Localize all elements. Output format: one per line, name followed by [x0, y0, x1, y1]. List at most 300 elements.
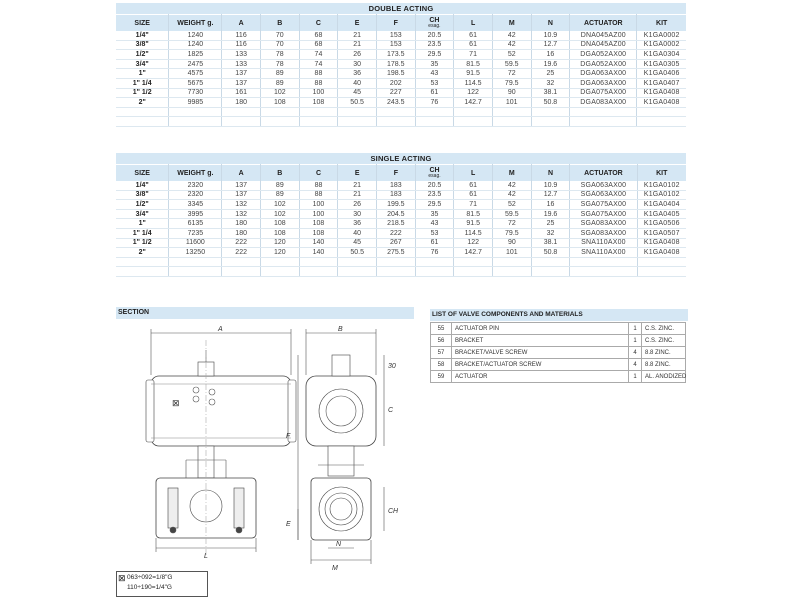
table-cell: K1GA0102	[637, 181, 686, 190]
table-cell: 29.5	[415, 50, 454, 60]
table-cell: 35	[415, 59, 454, 69]
table-cell: 38.1	[531, 88, 570, 98]
table-cell: 1240	[169, 40, 222, 50]
label-e: E	[286, 521, 291, 528]
column-header: N	[531, 165, 570, 182]
table-cell: 30	[338, 59, 377, 69]
table-cell: 1" 1/4	[116, 78, 169, 88]
table-cell: 102	[260, 88, 299, 98]
table-cell	[531, 267, 570, 277]
table-cell: 26	[338, 50, 377, 60]
table-cell: 101	[493, 248, 532, 258]
table-cell: K1GA0305	[637, 59, 686, 69]
table-cell: 61	[454, 190, 493, 200]
table-cell	[492, 107, 531, 117]
table-cell: 137	[222, 190, 261, 200]
table-cell: 1" 1/2	[116, 238, 169, 248]
table-cell: 1" 1/4	[116, 228, 169, 238]
table-cell: 2"	[116, 98, 169, 108]
table-cell: 78	[260, 59, 299, 69]
table-cell: 2320	[169, 190, 222, 200]
table-cell: 1825	[169, 50, 222, 60]
column-header-label: CH	[429, 167, 440, 174]
table-cell	[570, 107, 637, 117]
component-cell: 58	[431, 359, 452, 371]
label-ch: CH	[388, 508, 399, 515]
component-cell: AL. ANODIZED	[642, 371, 686, 383]
table-cell: 76	[415, 248, 454, 258]
component-cell: 8.8 ZINC.	[642, 359, 686, 371]
component-cell: C.S. ZINC.	[642, 323, 686, 335]
table-cell: 71	[454, 50, 493, 60]
single-acting-body	[116, 181, 686, 276]
table-cell: 72	[492, 69, 531, 79]
table-cell: SNA110AX00	[570, 238, 637, 248]
label-m: M	[332, 565, 338, 570]
column-header: ACTUATOR	[570, 15, 637, 32]
table-cell: 1" 1/2	[116, 88, 169, 98]
label-f: F	[286, 433, 291, 440]
column-header: ACTUATOR	[570, 165, 637, 182]
empty-row	[116, 117, 686, 127]
table-cell	[116, 107, 169, 117]
column-header: L	[454, 15, 493, 32]
table-cell: 43	[415, 219, 454, 229]
table-cell	[637, 257, 686, 267]
empty-row	[116, 107, 686, 117]
table-cell: 21	[338, 40, 377, 50]
single-acting-table	[116, 153, 686, 277]
table-row	[116, 78, 686, 88]
table-cell: 36	[338, 69, 377, 79]
table-cell: 267	[377, 238, 416, 248]
table-cell	[299, 267, 338, 277]
table-cell: 142.7	[454, 248, 493, 258]
table-cell: 204.5	[377, 209, 416, 219]
table-cell: 100	[299, 88, 338, 98]
component-cell: 4	[629, 347, 642, 359]
table-cell	[376, 107, 415, 117]
table-cell: 19.6	[531, 59, 570, 69]
components-title: LIST OF VALVE COMPONENTS AND MATERIALS	[430, 309, 688, 321]
actuator-left-cap	[146, 380, 154, 442]
table-cell: 133	[222, 50, 261, 60]
table-cell: 1/4"	[116, 31, 169, 40]
table-cell: 78	[260, 50, 299, 60]
table-cell: 116	[222, 31, 261, 40]
table-cell: 3/4"	[116, 59, 169, 69]
column-header: A	[222, 165, 261, 182]
label-l: L	[204, 553, 208, 560]
table-cell: 21	[338, 31, 377, 40]
table-cell: SGA075AX00	[570, 209, 637, 219]
table-cell: K1GA0407	[637, 78, 686, 88]
table-cell: DGA075AX00	[570, 88, 637, 98]
table-cell	[415, 267, 454, 277]
table-row	[116, 248, 686, 258]
table-cell: 114.5	[454, 228, 493, 238]
label-n: N	[336, 541, 342, 548]
table-cell	[299, 107, 338, 117]
table-cell: 30	[338, 209, 377, 219]
table-cell: 180	[222, 98, 261, 108]
table-cell	[492, 117, 531, 127]
table-row	[116, 238, 686, 248]
table-row	[116, 190, 686, 200]
table-cell: 20.5	[415, 31, 454, 40]
table-cell	[338, 267, 377, 277]
double-acting-header-row	[116, 15, 686, 32]
table-cell: 72	[493, 219, 532, 229]
table-cell: 42	[492, 40, 531, 50]
table-cell: 2475	[169, 59, 222, 69]
column-header: C	[299, 165, 338, 182]
table-cell: 89	[260, 190, 299, 200]
table-cell: 36	[338, 219, 377, 229]
table-cell: 23.5	[415, 40, 454, 50]
table-cell: 108	[299, 228, 338, 238]
component-cell: 59	[431, 371, 452, 383]
table-cell: 61	[415, 88, 454, 98]
table-cell: 71	[454, 200, 493, 210]
table-cell	[454, 107, 493, 117]
table-cell	[531, 257, 570, 267]
table-cell: 10.9	[531, 31, 570, 40]
component-row	[431, 323, 686, 335]
table-cell: SGA075AX00	[570, 200, 637, 210]
column-header: B	[260, 15, 299, 32]
table-cell: DGA052AX00	[570, 50, 637, 60]
component-cell: BRACKET/ACTUATOR SCREW	[452, 359, 629, 371]
table-cell: 199.5	[377, 200, 416, 210]
column-header	[415, 15, 454, 32]
table-cell	[493, 257, 532, 267]
table-cell: 120	[260, 238, 299, 248]
column-header: KIT	[637, 15, 686, 32]
column-header: F	[377, 165, 416, 182]
table-row	[116, 59, 686, 69]
table-cell: SGA063AX00	[570, 181, 637, 190]
table-row	[116, 209, 686, 219]
label-b: B	[338, 326, 343, 333]
component-row	[431, 359, 686, 371]
column-header: C	[299, 15, 338, 32]
table-cell: 5675	[169, 78, 222, 88]
single-acting-title: SINGLE ACTING	[116, 153, 686, 165]
component-cell: 57	[431, 347, 452, 359]
table-cell: 137	[222, 181, 261, 190]
column-header: WEIGHT g.	[169, 165, 222, 182]
table-cell: 50.5	[338, 98, 377, 108]
table-cell: 3/8"	[116, 190, 169, 200]
table-cell: SGA083AX00	[570, 228, 637, 238]
table-cell	[454, 257, 493, 267]
table-cell	[531, 117, 570, 127]
table-cell: 137	[222, 78, 261, 88]
port-symbol-icon: ⊠	[118, 573, 126, 583]
table-cell: K1GA0408	[637, 238, 686, 248]
table-cell	[377, 257, 416, 267]
label-30: 30	[388, 363, 396, 370]
table-cell: 61	[454, 181, 493, 190]
table-cell: 53	[415, 228, 454, 238]
table-cell: DNA045AZ00	[570, 40, 637, 50]
table-cell: 50.8	[531, 98, 570, 108]
table-cell: 90	[492, 88, 531, 98]
table-cell: 7235	[169, 228, 222, 238]
table-cell: 45	[338, 88, 377, 98]
table-cell: 25	[531, 219, 570, 229]
table-cell	[415, 107, 454, 117]
component-cell: 1	[629, 335, 642, 347]
table-cell: 1240	[169, 31, 222, 40]
column-header: M	[493, 165, 532, 182]
table-cell: 1"	[116, 219, 169, 229]
table-cell: 53	[415, 78, 454, 88]
table-cell: 3345	[169, 200, 222, 210]
table-cell	[222, 117, 261, 127]
table-cell: 91.5	[454, 219, 493, 229]
legend-line-1: 063÷092=1/8"G	[127, 574, 173, 581]
table-cell: 61	[415, 238, 454, 248]
table-cell: DGA052AX00	[570, 59, 637, 69]
table-cell	[637, 267, 686, 277]
table-cell: 180	[222, 219, 261, 229]
table-cell: SGA083AX00	[570, 219, 637, 229]
empty-row	[116, 267, 686, 277]
table-cell: 12.7	[531, 190, 570, 200]
table-cell	[570, 117, 637, 127]
table-cell	[570, 257, 637, 267]
table-cell	[531, 107, 570, 117]
table-cell: 76	[415, 98, 454, 108]
table-cell: 202	[376, 78, 415, 88]
thread-legend	[116, 571, 208, 597]
table-row	[116, 40, 686, 50]
table-cell: 132	[222, 200, 261, 210]
double-acting-table	[116, 3, 686, 127]
double-acting-title: DOUBLE ACTING	[116, 3, 686, 15]
table-cell: 183	[377, 181, 416, 190]
table-cell: K1GA0408	[637, 248, 686, 258]
table-cell: 89	[260, 181, 299, 190]
table-cell	[260, 267, 299, 277]
table-cell: 9985	[169, 98, 222, 108]
table-cell	[637, 107, 686, 117]
table-cell: 42	[493, 190, 532, 200]
table-row	[116, 88, 686, 98]
column-header: N	[531, 15, 570, 32]
column-header: KIT	[637, 165, 686, 182]
table-cell: 173.5	[376, 50, 415, 60]
table-cell: 52	[492, 50, 531, 60]
table-cell: 108	[299, 219, 338, 229]
column-header: SIZE	[116, 15, 169, 32]
table-cell: 45	[338, 238, 377, 248]
table-cell: 21	[338, 181, 377, 190]
table-cell: 32	[531, 228, 570, 238]
table-cell: 43	[415, 69, 454, 79]
table-cell	[570, 267, 637, 277]
table-cell: 29.5	[415, 200, 454, 210]
table-cell: 222	[222, 248, 261, 258]
table-cell	[415, 117, 454, 127]
actuator-body	[151, 376, 291, 446]
component-cell: BRACKET	[452, 335, 629, 347]
table-cell: 10.9	[531, 181, 570, 190]
table-cell: 178.5	[376, 59, 415, 69]
column-header: E	[338, 165, 377, 182]
table-cell: 68	[299, 40, 338, 50]
table-cell: K1GA0404	[637, 200, 686, 210]
empty-row	[116, 257, 686, 267]
table-cell	[222, 107, 261, 117]
table-cell: 114.5	[454, 78, 493, 88]
table-cell	[637, 117, 686, 127]
table-cell: 243.5	[376, 98, 415, 108]
table-cell: 74	[299, 59, 338, 69]
table-cell: 227	[376, 88, 415, 98]
table-cell: 50.8	[531, 248, 570, 258]
table-cell: 89	[260, 69, 299, 79]
table-row	[116, 200, 686, 210]
table-cell	[454, 267, 493, 277]
table-cell: 3/8"	[116, 40, 169, 50]
table-cell: 25	[531, 69, 570, 79]
table-row	[116, 219, 686, 229]
table-cell: 222	[222, 238, 261, 248]
table-cell	[415, 257, 454, 267]
column-header	[415, 165, 454, 182]
table-cell	[338, 117, 377, 127]
table-cell: 122	[454, 88, 493, 98]
table-cell	[260, 117, 299, 127]
section-drawing	[116, 320, 416, 570]
table-cell: 70	[260, 40, 299, 50]
table-cell: K1GA0002	[637, 31, 686, 40]
table-cell: 68	[299, 31, 338, 40]
column-header: F	[376, 15, 415, 32]
table-cell	[116, 117, 169, 127]
table-cell	[299, 117, 338, 127]
table-row	[116, 69, 686, 79]
table-cell: 16	[531, 200, 570, 210]
table-row	[116, 50, 686, 60]
table-cell	[169, 117, 222, 127]
table-row	[116, 228, 686, 238]
column-header: B	[260, 165, 299, 182]
table-cell: 218.5	[377, 219, 416, 229]
table-cell: 40	[338, 228, 377, 238]
component-row	[431, 335, 686, 347]
table-cell	[260, 107, 299, 117]
component-cell: C.S. ZINC.	[642, 335, 686, 347]
component-cell: ACTUATOR PIN	[452, 323, 629, 335]
table-cell	[222, 267, 261, 277]
table-cell: 3995	[169, 209, 222, 219]
table-cell: 161	[222, 88, 261, 98]
double-acting-body	[116, 31, 686, 126]
table-cell: SNA110AX00	[570, 248, 637, 258]
column-header: E	[338, 15, 377, 32]
column-header-sub: esag.	[428, 23, 441, 29]
table-cell: 23.5	[415, 190, 454, 200]
table-cell: 198.5	[376, 69, 415, 79]
table-cell: 142.7	[454, 98, 493, 108]
table-cell: 20.5	[415, 181, 454, 190]
single-acting-header-row	[116, 165, 686, 182]
table-cell: 108	[260, 219, 299, 229]
table-cell: 133	[222, 59, 261, 69]
table-cell	[493, 267, 532, 277]
table-cell: 88	[299, 190, 338, 200]
column-header: SIZE	[116, 165, 169, 182]
table-cell: K1GA0405	[637, 209, 686, 219]
table-cell	[454, 117, 493, 127]
table-cell: 140	[299, 238, 338, 248]
table-cell: 59.5	[493, 209, 532, 219]
label-a: A	[218, 326, 223, 333]
table-cell: 102	[260, 209, 299, 219]
table-cell: 61	[454, 40, 493, 50]
table-cell: 70	[260, 31, 299, 40]
table-cell: DNA045AZ00	[570, 31, 637, 40]
table-cell: K1GA0002	[637, 40, 686, 50]
table-cell: 21	[338, 190, 377, 200]
table-cell: 4575	[169, 69, 222, 79]
table-cell: 1/2"	[116, 50, 169, 60]
table-row	[116, 181, 686, 190]
table-cell: 102	[260, 200, 299, 210]
component-cell: 1	[629, 323, 642, 335]
table-cell: 132	[222, 209, 261, 219]
table-cell: K1GA0507	[637, 228, 686, 238]
table-cell: 88	[299, 181, 338, 190]
table-cell	[377, 267, 416, 277]
table-cell: K1GA0102	[637, 190, 686, 200]
component-row	[431, 347, 686, 359]
table-cell	[116, 257, 169, 267]
table-cell: 116	[222, 40, 261, 50]
table-cell: 180	[222, 228, 261, 238]
table-cell: 59.5	[492, 59, 531, 69]
table-cell: 120	[260, 248, 299, 258]
table-cell: 42	[492, 31, 531, 40]
column-header: L	[454, 165, 493, 182]
components-table	[430, 322, 686, 383]
table-cell: 6135	[169, 219, 222, 229]
table-cell: 26	[338, 200, 377, 210]
component-cell: BRACKET/VALVE SCREW	[452, 347, 629, 359]
component-cell: ACTUATOR	[452, 371, 629, 383]
table-row	[116, 98, 686, 108]
table-cell	[169, 267, 222, 277]
table-cell: 222	[377, 228, 416, 238]
table-cell: 137	[222, 69, 261, 79]
table-cell: 32	[531, 78, 570, 88]
column-header-sub: esag.	[428, 173, 441, 179]
table-cell: 88	[299, 78, 338, 88]
table-cell: SGA063AX00	[570, 190, 637, 200]
table-cell: 153	[376, 31, 415, 40]
column-header: A	[222, 15, 261, 32]
table-cell: 38.1	[531, 238, 570, 248]
table-cell: 1/2"	[116, 200, 169, 210]
table-cell: 90	[493, 238, 532, 248]
table-cell: 35	[415, 209, 454, 219]
table-cell: 153	[376, 40, 415, 50]
column-header: M	[492, 15, 531, 32]
